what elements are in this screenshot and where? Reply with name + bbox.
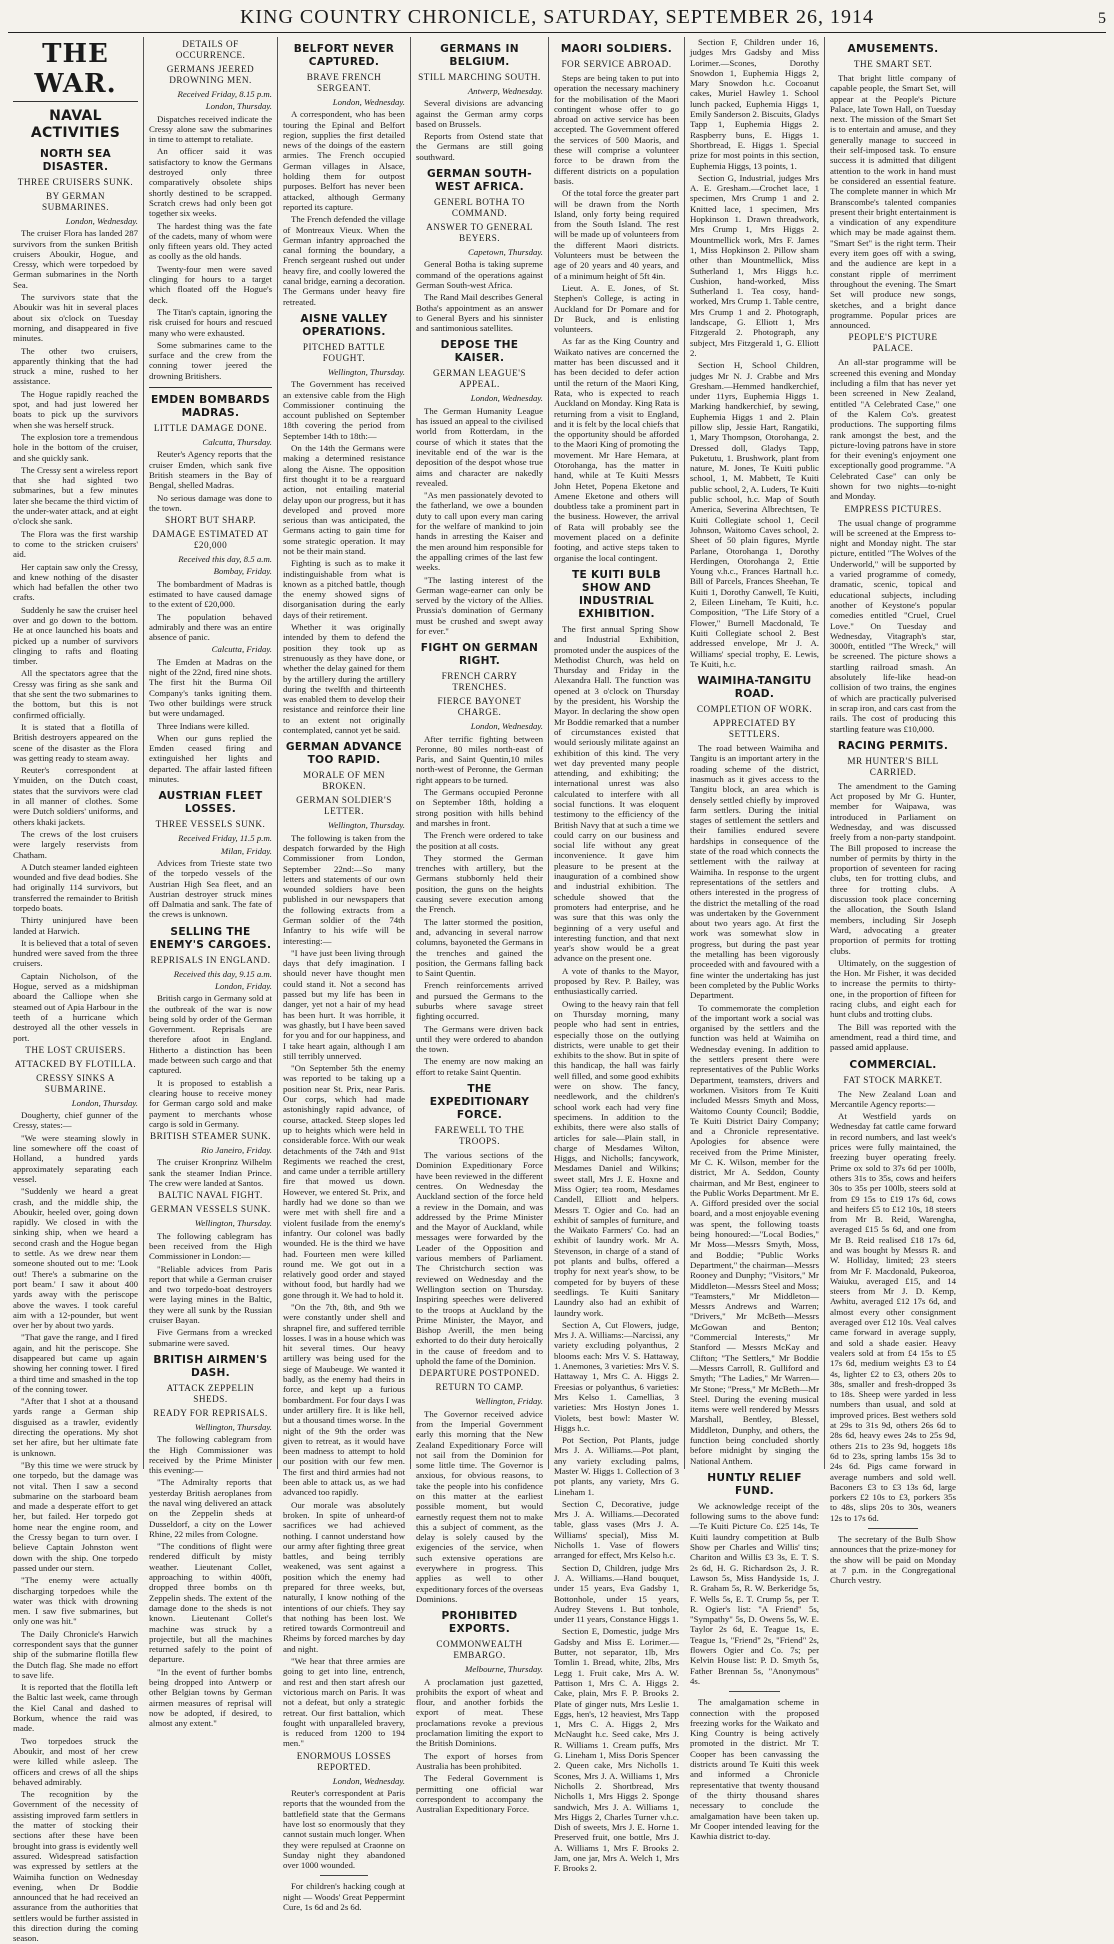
subheading: GENERL BOTHA TO COMMAND.	[433, 197, 526, 219]
paragraph: When our guns replied the Emden ceased firing and extinguished her lights and departed. The affair lasted fifteen minutes.	[149, 732, 272, 785]
paragraph: The Rand Mail describes General Botha's appointment as an answer to General Byers and his sinnister and santimonious satellites.	[416, 292, 543, 334]
paragraph: "On September 5th the enemy was reported to be taking up a position near St. Prix, near Paris. Our corps, which had made astonishingly rapid advance, of course, attacked. Steep slopes led up to heights which were held in considerable force. With our weak detachments of the 74th and 91st Regiments we reached the crest, and came under a terrible artillery fire that mowed us down. However, we entered St. Prix, and hardly had we done so than we were met with shell fire and a violent fusilade from the enemy's infantry. Our colonel was badly wounded. He is the third we have had. Fourteen men were killed round me. We got out in a relatively good order and stayed without food, but hardly had we gone through it. We had to hold it.	[283, 1063, 405, 1300]
paragraph: Five Germans from a wrecked submarine were saved.	[149, 1327, 272, 1348]
subheading: BALTIC NAVAL FIGHT.	[158, 1190, 263, 1201]
paragraph: Suddenly he saw the cruiser heel over and go down to the bottom. He at once launched his boats and picked up a number of survivors clinging to rafts and floating timber.	[13, 604, 138, 667]
paragraph: Lieut. A. E. Jones, of St. Stephen's College, is acting in Auckland for Dr Pomare and for Dr Buck, and is enlisting volunteers.	[554, 282, 679, 335]
subheading: STILL MARCHING SOUTH.	[418, 72, 541, 82]
dateline: London, Wednesday.	[332, 97, 405, 107]
subheading: ATTACK ZEPPELIN SHEDS.	[166, 1382, 255, 1404]
divider	[729, 1691, 781, 1692]
paragraph: Section A, Cut Flowers, judge, Mrs J. A. Williams:—Narcissi, any variety excluding polyanthus, 2 blooms each: Mrs V. S. Hattaway, 1. Anemones, 3 varieties: Mrs V. S. Hattaway 1, Mrs C. A. Higgs 2. Freesias or polyanthus, 6 varieties: Mrs Kelso 1. Camellias, 3 varieties: Mrs Hostyn Jones 1. Violets, best bowl: Master W. Higgs h.c.	[554, 1319, 679, 1433]
paragraph: The Flora was the first warship to come to the stricken cruisers' aid.	[13, 528, 138, 560]
newspaper-title: KING COUNTRY CHRONICLE, SATURDAY, SEPTEMBER 26, 1914	[239, 6, 875, 28]
paragraph: The amendment to the Gaming Act proposed by Mr G. Hunter, member for Waipawa, was introduced in Parliament on Wednesday, and was discussed freely from a non-party standpoint. The Bill proposed to increase the number of permits by thirty in the proportion of seventeen for racing clubs, ten for trotting clubs, and three for trotting clubs. A discussion took place concerning the allocation, the South Island members, including Sir Joseph Ward, advocating a greater proportion of permits for trotting clubs.	[830, 780, 956, 956]
headline: HUNTLY RELIEF FUND.	[707, 1471, 802, 1497]
subheading: GERMANS JEERED DROWNING MEN.	[166, 64, 255, 85]
column-4	[411, 37, 549, 1815]
dateline: Wellington, Friday.	[475, 1396, 543, 1407]
paragraph: "That gave the range, and I fired again, and hit the periscope. She disappeared but came up again showing her conning tower. I fired a third time and smashed in the top of the conning tower.	[13, 1332, 138, 1394]
paragraph: Pot Section, Pot Plants, judge Mrs J. A. Williams.—Pot plant, any variety excluding palms, Master W. Higgs 1. Collection of 3 pot plants, any variety, Mrs G. Lineham 1.	[554, 1435, 679, 1497]
paragraph: At Westfield yards on Wednesday fat cattle came forward in record numbers, and last week's prices were fully maintained, the freezing buyer operating freely. Prime ox sold to 37s 6d per 100lb, others 31s to 35s, cows and heifers 30s to 35s per 100lb, steers sold at from £9 15s to £19 17s 6d, cows and heifers £5 to £12 10s, 18 steers from Mr B. Reid, Warengha, averaged £15 5s 6d, and one from Mr B. Reid realised £18 17s 6d, and was bought by Messrs R. and W. Holliday, limited; 23 steers from Mr F. Macdonald, Pukeoroa, Waiuku, averaged £15, and 14 steers from Mr J. D. Kemp, Awhitu, averaged £12 17s 6d, and almost every other consignment averaged over £12 10s. Veal calves came forward in average supply, and sold a shade easier. Heavy vealers sold at from £4 15s to £5 17s 6d, medium weights £3 to £4 4s, lighter £2 to £3, others 20s to 38s, smaller and fresh-dropped 3s to 18s. Sheep were yarded in less numbers than usual, and sold at improved prices. Best wethers sold at 29s to 31s 9d, others 26s 6d to 28s 6d, heavy ewes 24s to 25s 9d, others 21s to 23s 9d, hoggets 18s 6d to 23s, spring lambs 15s 3d to 24s 6d. Pigs came forward in average numbers and sold well. Baconers £3 to £3 13s 6d, large porkers £2 10s to £3, porkers 35s to 48s, slips 20s to 30s, weaners 12s to 17s 6d.	[830, 1111, 956, 1523]
paragraph: After terrific fighting between Peronne, 80 miles north-east of Paris, and Saint Quentin,10 miles north-west of Peronne, the German right appears to be turned.	[416, 733, 543, 785]
paragraph: The hardest thing was the fate of the cadets, many of whom were only fifteen years old. They acted as coolly as the old hands.	[149, 220, 272, 262]
dateline: London, Thursday.	[205, 101, 272, 112]
paragraph: A proclamation just gazetted, prohibits the export of wheat and flour, and another forbids the export of meat. These proclamations revoke a previous proclamation limiting the export to the British Dominions.	[416, 1676, 543, 1749]
subheading: BRITISH STEAMER SUNK.	[149, 1131, 271, 1142]
paragraph: Our morale was absolutely broken. In spite of unheard-of sacrifices we had achieved nothing. I cannot understand how our army after fighting three great battles, and being terribly weakened, was sent against a position which the enemy had prepared for three weeks, but, naturally, I know nothing of the intentions of our chiefs. They say that nothing has been lost. We retired towards Cormontreuil and Rheims by forced marches by day and night.	[283, 1499, 405, 1654]
paragraph: Fighting is such as to make it indistinguishable from what is known as a pitched battle, though the enemy showed signs of disorganisation during the early days of their retirement.	[283, 558, 405, 620]
subheading: SHORT BUT SHARP.	[164, 515, 257, 526]
paragraph: We acknowledge receipt of the following sums to the above fund:—Te Kuiti Picture Co. £25 14s, Te Kuiti laundry competition at Bulb Show per Charles and Willis' tins; Chariton and Willis £3 3s, E. T. S. 2s 6d, H. G. Richardson 2s, J. R. Lawson 5s, Miss Handyside 1s, J. R. Graham 5s, R. W. Berkeridge 5s, F. Wells 5s, E. T. Crump 5s, per T. R. Ogier's list: "A Friend" 5s, "Sympathy" 5s, D. Owens 5s, W. E. Taylor 2s 6d, E. Teague 1s, E. Teague 1s, "Friend" 2s, "Friend" 2s, flowers Ogier and Co. 7s; per Kelvin House list: P. D. Smyth 5s, Father Brennan 5s, "Anonymous" 4s.	[690, 1500, 819, 1686]
paragraph: On the 14th the Germans were making a determined resistance along the Aisne. The opposition first thought it to be a rearguard action, not entailing material delay upon our progress, but it has developed and proved more serious than was anticipated, the Germans acting to gain time for some strategic operation. It may not be their main stand.	[283, 443, 405, 556]
paragraph: The road between Waimiha and Tangitu is an important artery in the roading scheme of the district, inasmuch as it gives access to the Tangitu block, an area which is densely settled chiefly by improved farm settlers. During the initial stages of settlement the settlers and their families endured severe hardships in consequence of the state of the road which connects the settlement with the railway at Waimiha. In response to the urgent representations of the settlers and others interested in the progress of the district the metalling of the road was undertaken by the Government about two years ago. At first the work was somewhat slow in progress, but during the past year the metalling has been vigorously proceeded with and favoured with a fine winter the undertaking has just been completed by the Public Works Department.	[690, 743, 819, 1001]
paragraph: Section H, School Children, judges Mr N. J. Crabbe and Mrs Gresham.—Hemmed handkerchief, under 11yrs, Euphemia Higgs 1. Marking handkerchief, by sewing, Euphemia Higgs 1 and 2. Plain pillow slip, Jessie Hart, Rangatiki, 1, Mary Thompson, Otorohanga, 2. Dressed doll, Gladys Tapp, Puketutu, 1. Brushwork, plant from nature, M. Jones, Te Kuiti public school, 1, M. Mabbett, Te Kuiti public school, 2, A. Luders, Te Kuiti public school, h.c. Map of South America, Severina Albrechtsen, Te Kuiti Collegiate school 1, Cecil Johnson, Waitomo Caves school, 2. Sheet of 50 plain figures, Myrtle Parlane, Otorohanga 1, Dorothy Herdingen, Otorohanga 2, Ettie Young v.h.c., Frances Hartnall h.c. Bill of Parcels, Frances Sheehan, Te Kuiti 1, Dorothy Canwell, Te Kuiti, 2, Eileen Lineham, Te Kuiti, h.c. Composition, "The Life Story of a Flower," Burnell Macdonald, Te Kuiti Collegiate school 2. Best addressed envelope, Mr J. A. Williams' special trophy, E. Lewis, Te Kuiti, h.c.	[690, 360, 819, 669]
paragraph: The following is taken from the despatch forwarded by the High Commissioner from London, September 22nd:—So many letters and statements of our own wounded soldiers have been published in our newspapers that the following extracts from a German soldier of the 74th Infantry to his wife will be interesting:—	[283, 832, 405, 946]
paragraph: An all-star programme will be screened this evening and Monday including a film that has never yet been screened in New Zealand, entitled "A Celebrated Case," one of the Kalem Co's. greatest productions. The supporting films rank amongst the best, and the picture-loving patrons have in store for their evening's enjoyment one exceptionally good programme. "A Celebrated Case" can only be shown for two nights—to-night and Monday.	[830, 357, 956, 502]
paragraph: Whether it was originally intended by them to defend the position they took up as strenuously as they have done, or whether the delay gained for them by the artillery during the artillery during the twelfth and thirteenth was enabled them to develop their resistance and reinforce their line to an extent not originally contemplated, cannot yet be said.	[283, 622, 405, 736]
dateline: Received Friday, 11.5 p.m.	[178, 833, 272, 844]
paragraph: The amalgamation scheme in connection with the proposed freezing works for the Waikato and King Country is being actively promoted in the district. Mr T. Cooper has been canvassing the districts around Te Kuiti this week and informed a Chronicle representative that twenty thousand of the thirty thousand shares necessary to conclude the amalgamation have been taken up. Mr Cooper intended leaving for the Kawhia district to-day.	[690, 1697, 819, 1842]
dateline: London, Friday.	[215, 981, 272, 991]
paragraph: "I have just been living through days that defy imagination. I should never have thought men could stand it. Not a second has passed but my life has been in danger, yet not a hair of my head has been hurt. It was horrible, it was ghastly, but I have been saved for you and for our happiness, and I take heart again, although I am still terribly unnerved.	[283, 947, 405, 1061]
subheading: THE LOST CRUISERS.	[25, 1044, 126, 1055]
paragraph: The explosion tore a tremendous hole in the bottom of the cruiser, and she quickly sank.	[13, 431, 138, 463]
paragraph: Ultimately, on the suggestion of the Hon. Mr Fisher, it was decided to increase the permits to thirty-one, in the proportion of fifteen for racing clubs, and eight each for hunt clubs and trotting clubs.	[830, 957, 956, 1020]
paragraph: No serious damage was done to the town.	[149, 492, 272, 513]
paragraph: "The conditions of flight were rendered difficult by misty weather. Lieutenant Collet, approaching to within 400ft, dropped three bombs on th Zeppelin sheds. The extent of the damage done to the sheds is not known. Lieutenant Collet's machine was struck by a projectile, but all the machines returned safely to the point of departure.	[149, 1541, 272, 1665]
divider	[149, 387, 272, 388]
column-6	[685, 37, 825, 1842]
subheading: THREE VESSELS SUNK.	[155, 819, 266, 830]
paragraph: Dispatches received indicate the Cressy alone saw the submarines in time to attempt to retaliate.	[149, 113, 272, 145]
paragraph: Her captain saw only the Cressy, and knew nothing of the disaster which had befallen the other two crafts.	[13, 561, 138, 603]
subheading: APPRECIATED BY SETTLERS.	[712, 718, 797, 740]
paragraph: Section C, Decorative, judge Mrs J. A. Williams.—Decorated table, glass vases (Mrs J. A. Williams' special), Miss M. Nicholls 1. Vase of flowers arranged for effect, Mrs Kelso h.c.	[554, 1498, 679, 1561]
paragraph: All the spectators agree that the Cressy was firing as she sank and that she sent the two submarines to the bottom, but this is not confirmed officially.	[13, 668, 138, 720]
paragraph: General Botha is taking supreme command of the operations against German South-west Africa.	[416, 259, 543, 290]
paragraph: Advices from Trieste state two of the torpedo vessels of the Austrian High Sea fleet, and an Austrian destroyer struck mines off Dalmatia and sank. The fate of the crews is unknown.	[149, 857, 272, 920]
paragraph: They stormed the German trenches with artillery, but the Germans stubbornly held their position, the guns on the heights causing severe execution among the French.	[416, 852, 543, 915]
subheading: EMPRESS PICTURES.	[844, 503, 942, 514]
paragraph: "After that I shot at a thousand yards range a German ship disguised as a trawler, evidently directing the operations. My shot set her afire, but her ultimate fate is unknown.	[13, 1396, 138, 1458]
dateline: Wellington, Thursday.	[194, 1218, 272, 1229]
headline: RACING PERMITS.	[837, 739, 949, 752]
paragraph: Captain Nicholson, of the Hogue, served as a midshipman aboard the Calliope when she steamed out of Apia Harbour in the teeth of a hurricane which destroyed all the other vessels in port.	[13, 970, 138, 1043]
dateline: Bombay, Friday.	[213, 566, 272, 577]
headline: TE KUITI BULB SHOW AND INDUSTRIAL EXHIBITION.	[572, 568, 661, 620]
dateline: London, Wednesday.	[470, 393, 543, 404]
paragraph: Some submarines came to the surface and the crew from the conning tower jeered the drowning Britishers.	[149, 339, 272, 381]
headline: THE EXPEDITIONARY FORCE.	[429, 1083, 530, 1122]
paragraph: Section F, Children under 16, judges Mrs Gadsby and Miss Lorimer.—Scones, Dorothy Snowdon 1, Euphemia Higgs 2, Mary Snowdon h.c. Cocoanut cakes, Muriel Hawley 1. School lunch packed, Euphemia Higgs 1, Emily Sanderson 2. Biscuits, Gladys Tapp 1, Euphemia Higgs 2. Raspberry buns, E. Higgs 1. Shortbread, E. Higgs 1. Special prize for most points in this section, Euphemia Higgs, 13 points, 1.	[690, 37, 820, 171]
paragraph: The cruiser Kronprinz Wilhelm sank the steamer Indian Prince. The crew were landed at Santos.	[149, 1157, 272, 1189]
paragraph: The German Humanity League has issued an appeal to the civilised world from Rotterdam, in the course of which it states that the inevitable end of the war is the deposition of the despot whose true aims and character are nakedly revealed.	[416, 405, 543, 488]
paragraph: The recognition by the Government of the necessity of assisting improved farm settlers in the matter of stocking their sections after these have been brought into grass is evidently well assured. Widespread satisfaction was expressed by settlers at the Waimiha function on Wednesday evening, when Dr Boddie announced that he had received an assurance from the authorities that settlers would be further assisted in this direction during the coming season.	[13, 1789, 138, 1944]
paragraph: Owing to the heavy rain that fell on Thursday morning, many people who had sent in entries, especially those on the outlying districts, were unable to get their exhibits to the show. But in spite of this handicap, the hall was fairly well filled, and some good exhibits were on show. The fancy, needlework, and the children's school work each had very fine specimens. In addition to the exhibits, there were also stalls of articles for sale—Plain stall, in charge of Mesdames Wilton, Higgs, and Nicholls; fancywork, Mesdames Daniel and Wilkins; sweet stall, Mrs J. E. Hoxne and Miss Ogier; tea room, Mesdames Candell, Elliott and helpers. Messrs T. Ogier and Co. had an exhibit of samples of furniture, and the Waikato Farmers' Co. had an exhibit of laundry work. Mr A. Stevenson, in charge of a stand of pot plants and bulbs, offered a trophy for next year's show, to be competed for by buyers of these seedlings. Te Kuiti Sanitary Laundry also had an exhibit of laundry work.	[554, 998, 679, 1318]
headline: PROHIBITED EXPORTS.	[441, 1610, 518, 1636]
subheading: ENORMOUS LOSSES REPORTED.	[296, 1750, 392, 1772]
subheading: PEOPLE'S PICTURE PALACE.	[848, 332, 938, 354]
paragraph: It is reported that the flotilla left the Baltic last week, came through the Kiel Canal and dashed to Borkum, whence the raid was made.	[13, 1682, 138, 1734]
headline: AMUSEMENTS.	[847, 43, 939, 55]
paragraph: The latter stormed the position, and, advancing in several narrow columns, bayoneted the Germans in the trenches and gained the position, the Germans falling back to Saint Quentin.	[416, 916, 543, 979]
column-7	[825, 37, 961, 1586]
paragraph: The enemy are now making an effort to retake Saint Quentin.	[416, 1056, 543, 1077]
headline: NAVAL ACTIVITIES	[30, 108, 121, 141]
paragraph: The first annual Spring Show and Industrial Exhibition, promoted under the auspices of the Methodist Church, was held on Thursday and Friday in the Alexandra Hall. The function was opened at 3 o'clock on Thursday by the president, his Worship the Mayor. In declaring the show open Mr Boddie remarked that a number of circumstances existed that would seriously militate against an exhibition of this kind. The very wet day prevented many people attending, and exhibiting; the international unrest was also calculated to interfere with all social functions. It was eloquent testimony to the efficiency of the British Navy that at such a time we could carry on our business and social life without any great inconvenience. It gave him pleasure to be present at the inauguration of a combined show and industrial exhibition. The schedule showed that the promoters had enterprise, and he was sure that this was only the beginning of a very useful and interesting function, and that next year's show would be a great advance on the present one.	[554, 623, 679, 964]
paragraph: The Bill was reported with the amendment, read a third time, and passed amid applause.	[830, 1021, 956, 1053]
dateline: Capetown, Thursday.	[467, 247, 543, 258]
dateline: Antwerp, Wednesday.	[467, 86, 543, 96]
subheading: ATTACKED BY FLOTILLA.	[14, 1058, 137, 1069]
dateline: Wellington, Thursday.	[194, 1421, 272, 1432]
subheading: FAT STOCK MARKET.	[843, 1074, 943, 1085]
paragraph: Three Indians were killed.	[157, 720, 250, 731]
headline: SELLING THE ENEMY'S CARGOES.	[149, 925, 272, 951]
subheading: MR HUNTER'S BILL CARRIED.	[847, 755, 939, 777]
paragraph: Thirty uninjured have been landed at Harwich.	[13, 915, 138, 936]
subheading: THE SMART SET.	[853, 59, 933, 69]
headline: FIGHT ON GERMAN RIGHT.	[420, 642, 539, 668]
paragraph: Two torpedoes struck the Aboukir, and most of her crew were killed while asleep. The officers and crews of all the ships behaved admirably.	[13, 1735, 138, 1787]
subheading: DEPARTURE POSTPONED.	[419, 1368, 540, 1379]
dateline: London, Wednesday.	[65, 216, 138, 226]
subheading: FRENCH CARRY TRENCHES.	[441, 671, 518, 693]
subheading: LITTLE DAMAGE DONE.	[153, 423, 268, 434]
headline: EMDEN BOMBARDS MADRAS.	[150, 394, 271, 420]
paragraph: To commemorate the completion of the important work a social was organised by the settlers and the function was held at Waimiha on Wednesday evening. In addition to the settlers present there were representatives of the Public Works Department, teamsters, drivers and workmen. Visitors from Te Kuiti included Messrs Smyth and Moss, Waitomo County Council; Boddie, Te Kuiti District Dairy Company; and a Chronicle representative. Apologies for absence were received from the Prime Minister, Mr C. K. Wilson, member for the district, Mr A. Seddon, County chairman, and Mr Best, engineer to the Public Works Department. Mr E. A. Gifford presided over the social board, and a most enjoyable evening was spent, the following toasts being honoured:—"Local Bodies," Mr Moss—Messrs Smyth, Moss, and Boddie; "Public Works Department," the chairman—Messrs Rooney and Dunphy; "Visitors," Mr Middleton—Messrs Steel and Moss; "Teamsters," Mr Middleton—Messrs Andrews and Warren; "Drivers," Mr McBeth—Messrs McGowan and Benton; "Commercial Interests," Mr Stanford — Messrs McKay and Clifton; "The Settlers," Mr Boddie—Messrs Carroll, R. Gulliford and Smyth; "The Ladies," Mr Warren—Mr Stone; "Press," Mr McBeth—Mr Steel. During the evening musical items were well rendered by Messrs Marshall, Bentley, Blessel, Middleton, Dunphy, and others, the function being concluded shortly before midnight by singing the National Anthem.	[690, 1002, 819, 1466]
paragraph: The Titan's captain, ignoring the risk cruised for hours and rescued many who were exhausted.	[149, 306, 272, 338]
subheading: FOR SERVICE ABROAD.	[561, 59, 672, 69]
dateline: London, Wednesday.	[332, 1775, 405, 1786]
paragraph: The Germans were driven back until they were ordered to abandon the town.	[416, 1023, 543, 1055]
paragraph: The Governor received advice from the Imperial Government early this morning that the New Zealand Expeditionary Force will not sail from the Dominion for some little time. The Governor is anxious, for obvious reasons, to take the people into his confidence on this matter at the earliest possible moment, but would earnestly request them not to make this a subject of comment, as the delay is solely caused by the exigencies of the service, when such extensive operations are everywhere in progress. This applies as well to other expeditionary forces of the overseas Dominions.	[416, 1408, 544, 1604]
paragraph: The Germans occupied Peronne on September 18th, holding a strong position with hills behind and marshes in front.	[416, 787, 543, 828]
subheading: REPRISALS IN ENGLAND.	[150, 954, 271, 965]
paragraph: Reports from Ostend state that the Germans are still going southward.	[416, 131, 543, 162]
column-2	[144, 37, 278, 1729]
paragraph: A Dutch steamer landed eighteen wounded and five dead bodies. She had originally 114 survivors, but transferred the remainder to British torpedo boats.	[13, 861, 138, 913]
subheading: ANSWER TO GENERAL BEYERS.	[426, 222, 533, 244]
paragraph: Section E, Domestic, judge Mrs Gadsby and Miss E. Lorimer.—Butter, not separator, 1lb, Mrs Tomlin 1. Bread, white, 2lbs, Mrs Legg 1. Fruit cake, Mrs A. W. Pattison 1, Mrs C. A. Higgs 2. Cake, plain, Mrs F. P. Brooks 2. Plate of ginger nuts, Mrs Leslie 1. Eggs, hen's, 12 heaviest, Mrs Tapp 1, Mrs C. A. Higgs 2, Mrs McNaught h.c. Seed cake, Mrs J. R. Williams 1. Cream puffs, Mrs G. Lineham 1, Miss Doris Spencer 2. Queen cake, Mrs Nicholls 1. Scones, Mrs J. A. Williams 1, Mrs Nicholls 2. Shortbread, Mrs Nicholls 1, Mrs Higgs 2. Sponge sandwich, Mrs J. A. Williams 1, Mrs Higgs 2, Charles Turner v.h.c. Dish of sweets, Mrs J. E. Horne 1. Preserved fruit, one bottle, Mrs J. A. Williams 1, Mrs F. Brooks 2. Jam, one jar, Mrs A. Welch 1, Mrs F. Brooks 2.	[554, 1626, 679, 1874]
subheading: DETAILS OF OCCURRENCE.	[175, 39, 246, 60]
paragraph: Dougherty, chief gunner of the Cressy, states:—	[13, 1110, 138, 1131]
subheading: FAREWELL TO THE TROOPS.	[434, 1125, 525, 1147]
paragraph: Of the total force the greater part will be drawn from the North Island, only forty being required from the South Island. The rest will be made up of volunteers from the different Maori districts. Volunteers must be between the age of 20 years and 40 years, and of a minimum height of 5ft 4in.	[554, 188, 679, 281]
subheading: CRESSY SINKS A SUBMARINE.	[36, 1072, 115, 1094]
dateline: Wellington, Thursday.	[327, 820, 405, 831]
paragraph: "The lasting interest of the German wage-earner can only be served by the victory of the Allies. Prussia's domination of Germany must be crushed and swept away for ever."	[416, 574, 543, 636]
paragraph: The various sections of the Dominion Expeditionary Force have been reviewed in the different centres. On Wednesday the Auckland section of the force held a review in the Domain, and was addressed by the Prime Minister and the Mayor of Auckland, while messages were forwarded by the Leader of the Opposition and various members of Parliament. The Christchurch section was reviewed on Wednesday and the Wellington section on Thursday. Inspiring speeches were delivered to the troops at Auckland by the Prime Minister, the Mayor, and Bishop Averill, the men being exhorted to do their duty heroically in the cause of freedom and to uphold the fame of the Dominion.	[416, 1150, 543, 1367]
paragraph: The bombardment of Madras is estimated to have caused damage to the extent of £20,000.	[149, 578, 272, 610]
headline: GERMAN SOUTH-WEST AFRICA.	[426, 168, 532, 194]
paragraph: The French were ordered to take the position at all costs.	[416, 830, 543, 851]
paragraph: As far as the King Country and Waikato natives are concerned the matter has been discussed and it has been decided to defer action until the return of the Maori King, Rata, who is expected to reach Auckland on Monday. King Rata is returning from a visit to England, and it is felt by the local chiefs that the opportunity should be afforded to the Maori King of promoting the movement. Mr Hare Hemara, at Otorohanga, has the matter in hand, while at Te Kuiti Messrs John Hetet, Popena Eketone and Amene Eketone and others will doubtless take a prominent part in the business. However, the arrival of Rata will probably see the movement placed on a definite footing, and active steps taken to organise the local contingent.	[554, 336, 679, 563]
paragraph: British cargo in Germany sold at the outbreak of the war is now being sold by order of the German Government. Reprisals are therefore afoot in England. Hitherto a distinction has been made between such cargo and that captured.	[149, 993, 272, 1076]
paragraph: That bright little company of capable people, the Smart Set, will appear at the People's Picture Palace, late Town Hall, on Tuesday next. The mission of the Smart Set is to entertain and amuse, and they generally manage to succeed in their self-imposed task. To ensure success it is admitted that diligent attention to the work in hand must be considered an essential feature. The complete manner in which Mr Branscombe's talented companies present their bright entertainment is a vindication of any expenditure which may be made against them. "Smart Set" is the right term. Their every item goes off with a swing, and the audience are kept in a constant ripple of merriment throughout the evening. The Smart Set will produce new songs, sketches, and a bright dance programme. Popular prices are announced.	[830, 73, 956, 331]
subheading: GERMAN LEAGUE'S APPEAL.	[432, 368, 527, 390]
paragraph: Section G, Industrial, judges Mrs A. E. Gresham.—Crochet lace, 1 specimen, Mrs Crump 1 and 2. Knitted lace, 1 specimen, Mrs Hopkinson 1. Drawn threadwork, Mrs Crump 1, Mrs Higgs 2. Mountmellick work, Mrs F. James 1, Miss Hopkinson 2. Pillow sham other than Mountmellick, Miss Sutherland 1, Mrs Higgs h.c. Cushion, hand-worked, Miss Sutherland 1. Tea cosy, hand-worked, Mrs Crump 1. Table centre, Mrs Crump 1 and 2. Photograph, landscape, G. Elliott 1, Mrs Fitzgerald 2. Photograph, any subject, Mrs Fitzgerald 1, G. Elliott 2.	[690, 172, 819, 358]
column-3	[278, 37, 411, 1913]
masthead	[8, 6, 1106, 33]
paragraph: "As men passionately devoted to the fatherland, we owe a bounden duty to call upon every man caring for the welfare of mankind to join hands in arresting the Kaiser and the men around him responsible for the appalling crimes of the last few weeks.	[416, 490, 543, 573]
paragraph: The survivors state that the Aboukir was hit in several places about six o'clock on Tuesday morning, and disappeared in five minutes.	[13, 292, 138, 344]
paragraph: It is proposed to establish a clearing house to receive money for German cargo sold and make payment to merchants whose cargo is sold in Germany.	[149, 1077, 272, 1129]
paragraph: It is stated that a flotilla of British destroyers appeared on the scene of the disaster as the Flora was getting ready to steam away.	[13, 721, 138, 763]
paragraph: The following cablegram from the High Commissioner was received by the Prime Minister this evening:—	[149, 1434, 272, 1476]
paragraph: "Reliable advices from Paris report that while a German cruiser and two torpedo-boat destroyers were laying mines in the Baltic, they were all sunk by the Russian cruiser Bayan.	[149, 1263, 272, 1326]
paragraph: A correspondent, who has been touring the Epinal and Belfort region, supplies the first detailed news of the doings of the eastern armies. The French occupied German villages in Alsace, holding them for outpost purposes. Belfort has never been attacked, although Germany reported its capture.	[283, 109, 405, 212]
paragraph: The population behaved admirably and there was an entire absence of panic.	[149, 611, 272, 643]
paragraph: "By this time we were struck by one torpedo, but the damage was not vital. Then I saw a second submarine on the starboard beam and made a desperate effort to get her, but failed. Her torpedo got home near the engine room, and the Cressy began to turn over. I believe Captain Johnston went down with the ship. One torpedo passed under our stern.	[13, 1459, 138, 1573]
headline: AUSTRIAN FLEET LOSSES.	[158, 790, 263, 816]
headline: WAIMIHA-TANGITU ROAD.	[697, 675, 812, 701]
paragraph: Reuter's correspondent at Paris reports that the wounded from the battlefield state that the Germans have lost so enormously that they cannot sustain much longer. When they were repulsed at Craonne on Sunday night they abandoned over 1000 wounded.	[283, 1788, 405, 1871]
paragraph: Reuter's correspondent at Ymuiden, on the Dutch coast, states that the survivors were clad in all manner of clothes. Some were Dutch soldiers' uniforms, and others khaki jackets.	[13, 765, 138, 827]
dateline: Received this day, 9.15 a.m.	[173, 968, 272, 979]
advertisement: For children's hacking cough at night — Woods' Great Peppermint Cure, 1s 6d and 2s 6d.	[283, 1881, 405, 1913]
subheading: FIERCE BAYONET CHARGE.	[437, 696, 522, 718]
paragraph: The usual change of programme will be screened at the Empress to-night and Monday night. The star picture, entitled "The Wolves of the Underworld," will be supported by a varied programme of comedy, dramatic, scenic, topical and educational subjects, including another of Keystone's popular comedies entitled "Cruel, Cruel Love." On Tuesday and Wednesday, Vitagraph's star, 3000ft, entitled "The Wreck," will be screened. The picture shows a startling railroad smash. An absolutely life-like head-on collision of two trains, the engines of which are practically pulverised in scrap iron, and cars cast from the rails. The cost of producing this startling feature was £10,000.	[830, 517, 956, 734]
dateline: Melbourne, Thursday.	[465, 1664, 543, 1675]
subheading: READY FOR REPRISALS.	[153, 1407, 268, 1418]
dateline: Received this day, 8.5 a.m.	[178, 554, 272, 565]
paragraph: Section D, Children, judge Mrs J. A. Williams.—Hand bouquet, under 15 years, Eva Gadsby 1, Bottonhole, under 15 years, Audrey Stevens 1. But tonhole, under 11 years, Constance Higgs 1.	[554, 1562, 679, 1625]
headline: COMMERCIAL.	[849, 1058, 937, 1071]
section-title: THE WAR.	[13, 39, 138, 102]
headline: BRITISH AIRMEN'S DASH.	[153, 1353, 268, 1379]
paragraph: "We hear that three armies are going to get into line, entrench, and rest and then start afresh our victorious march on Paris. It was not a defeat, but only a strategic retreat. Our first battalion, which fought with unparalleled bravery, is reduced from 1200 to 194 men."	[283, 1656, 405, 1749]
headline: MAORI SOLDIERS.	[560, 43, 673, 55]
subheading: DAMAGE ESTIMATED AT £20,000	[152, 529, 269, 551]
paragraph: "In the event of further bombs being dropped into Antwerp or other Belgian towns by German airmen measures of reprisal will now be adopted, if desired, to almost any extent."	[149, 1666, 272, 1729]
paragraph: Steps are being taken to put into operation the necessary machinery for the mobilisation of the Maori contingent whose offer to go abroad on active service has been accepted. The Government offered the services of 500 Maoris, and these will comprise a volunteer force to be drawn from the different districts on a population basis.	[554, 73, 679, 186]
dateline: Calcutta, Friday.	[211, 644, 272, 655]
subheading: THREE CRUISERS SUNK.	[17, 177, 134, 187]
headline: GERMANS IN BELGIUM.	[440, 43, 519, 68]
subheading: GERMAN VESSELS SUNK.	[150, 1204, 271, 1215]
paragraph: Several divisions are advancing against the German army corps based on Brussels.	[416, 98, 543, 129]
paragraph: The Federal Government is permitting one official war correspondent to accompany the Australian Expeditionary Force.	[416, 1773, 543, 1815]
paragraph: Twenty-four men were saved clinging for hours to a target which floated off the Hogue's deck.	[149, 263, 272, 305]
paragraph: French reinforcements arrived and pursued the Germans to the suburbs where savage street fighting occurred.	[416, 980, 543, 1022]
paragraph: The Emden at Madras on the night of the 22nd, fired nine shots. The first hit the Burma Oil Company's tanks igniting them. Two other buildings were struck but were undamaged.	[149, 656, 272, 719]
columns	[8, 37, 1106, 1944]
paragraph: The Daily Chronicle's Harwich correspondent says that the gunner ship of the submarine flotilla flew the Dutch flag. She made no effort to save life.	[13, 1628, 138, 1680]
dateline: London, Thursday.	[71, 1097, 138, 1108]
paragraph: The French defended the village of Montreaux Vieux. When the German infantry approached the canal forming the boundary, a French sergeant rushed out under heavy fire, and coolly lowered the canal bridge, earning a decoration. The Germans under heavy fire retreated.	[283, 214, 405, 307]
dateline: Received Friday, 8.15 p.m.	[177, 89, 272, 99]
column-1	[8, 37, 144, 1944]
paragraph: The following cablegram has been received from the High Commissioner in London:—	[149, 1230, 272, 1262]
paragraph: "We were steaming slowly in line somewhere off the coast of Holland, a hundred yards approximately separating each vessel.	[13, 1132, 138, 1184]
paragraph: The export of horses from Australia has been prohibited.	[416, 1750, 543, 1771]
paragraph: It is believed that a total of seven hundred were saved from the three cruisers.	[13, 937, 138, 969]
dateline: Rio Janeiro, Friday.	[200, 1145, 272, 1156]
dateline: Milan, Friday.	[220, 845, 272, 856]
paragraph: "The enemy were actually discharging torpedoes while the water was thick with drowning men. I saw five submarines, but only one was hit."	[13, 1575, 138, 1627]
dateline: London, Wednesday.	[470, 721, 543, 732]
page-number: 5	[1098, 10, 1106, 27]
paragraph: The Hogue rapidly reached the spot, and had just lowered her boats to pick up the survivors when she was herself struck.	[13, 388, 138, 430]
divider	[868, 1528, 918, 1529]
paragraph: An officer said it was satisfactory to know the Germans destroyed only three comparatively obsolete ships shortly destined to be scrapped. Scratch crews had only been got together six weeks.	[149, 146, 272, 219]
subheading: BY GERMAN SUBMARINES.	[41, 191, 110, 212]
subheading: COMMONWEALTH EMBARGO.	[436, 1639, 523, 1661]
headline: AISNE VALLEY OPERATIONS.	[300, 312, 388, 338]
subheading: COMPLETION OF WORK.	[696, 704, 813, 715]
paragraph: The Government has received an extensive cable from the High Commissioner continuing the account published on September 18th covering the period from September 14th to 18th:—	[283, 379, 405, 441]
subheading: PITCHED BATTLE FOUGHT.	[302, 341, 386, 363]
paragraph: The crews of the lost cruisers were largely reservists from Chatham.	[13, 828, 138, 860]
subheading: MORALE OF MEN BROKEN.	[302, 770, 386, 792]
column-5	[549, 37, 685, 1874]
paragraph: "Suddenly we heard a great crash, and the middle ship, the Aboukir, heeled over, going down rapidly. We closed in with the sinking ship, when we heard a second crash and the Hogue began to settle. As we drew near them someone shouted out to me: 'Look out! There's a submarine on the port beam.' I saw it about 400 yards away with the periscope above the waves. I took careful aim with a 12-pounder, but went over her by about two yards.	[13, 1186, 138, 1331]
paragraph: "The Admiralty reports that yesterday British aeroplanes from the naval wing delivered an attack on the Zeppelin sheds at Dusseldorf, a city on the Lower Rhine, 22 miles from Cologne.	[149, 1477, 272, 1539]
divider	[320, 1875, 369, 1876]
paragraph: Reuter's Agency reports that the cruiser Emden, which sank five British steamers in the Bay of Bengal, shelled Madras.	[149, 449, 272, 491]
headline: NORTH SEA DISASTER.	[39, 148, 112, 173]
paragraph: "On the 7th, 8th, and 9th we were constantly under shell and shrapnel fire, and suffered terrible losses. I was in a house which was hit several times. Our heavy artillery was being used for the siege of Maubeuge. We wanted it badly, as the enemy had theirs in force, and kept up a furious bombardment. For four days I was under artillery fire. It is like hell, but a thousand times worse. In the night of the 9th the order was given to retreat, as it would have been madness to attempt to hold our position with our few men. The first and third armies had not been able to attack us, as we had advanced too rapidly.	[283, 1301, 405, 1498]
headline: BELFORT NEVER CAPTURED.	[293, 43, 395, 68]
headline: DEPOSE THE KAISER.	[440, 339, 519, 365]
dateline: Wellington, Thursday.	[327, 366, 405, 377]
subheading: GERMAN SOLDIER'S LETTER.	[296, 795, 392, 817]
subheading: RETURN TO CAMP.	[435, 1382, 524, 1393]
subheading: BRAVE FRENCH SERGEANT.	[306, 72, 382, 93]
dateline: Calcutta, Thursday.	[202, 437, 272, 448]
paragraph: The New Zealand Loan and Mercantile Agency reports:—	[830, 1088, 956, 1109]
paragraph: The Cressy sent a wireless report that she had sighted two submarines, but a few minutes later she became the third victim of the under-water attack, and at eight o'clock she sank.	[13, 464, 138, 527]
paragraph: A vote of thanks to the Mayor, proposed by Rev. P. Bailey, was enthusiastically carried.	[554, 965, 679, 997]
paragraph: The other two cruisers, apparently thinking that the had struck a mine, rushed to her assistance.	[13, 345, 138, 387]
paragraph: The secretary of the Bulb Show announces that the prize-money for the show will be paid on Monday at 7 p.m. in the Congregational Church vestry.	[830, 1534, 956, 1586]
paragraph: The cruiser Flora has landed 287 survivors from the sunken British cruisers Aboukir, Hogue, and Cressy, which were torpedoed by German submarines in the North Sea.	[13, 228, 138, 290]
headline: GERMAN ADVANCE TOO RAPID.	[285, 741, 403, 767]
